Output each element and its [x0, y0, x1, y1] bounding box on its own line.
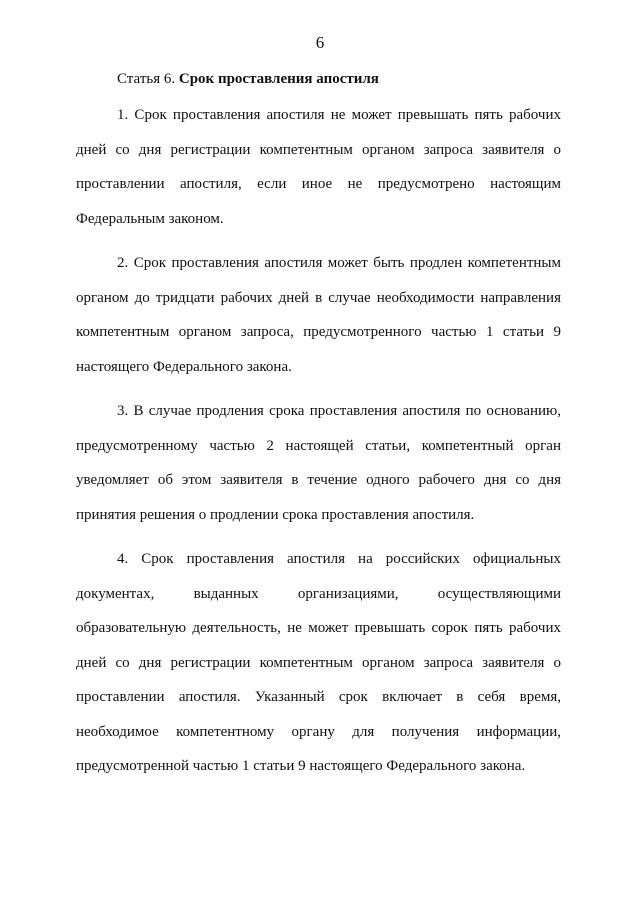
article-body: [76, 98, 561, 794]
text-line: Федеральным законом.: [76, 210, 224, 227]
text-line: принятия решения о продлении срока проставления апостиля.: [76, 506, 475, 523]
paragraph-4: [76, 542, 561, 784]
text-line: дней со дня регистрации компетентным органом запроса заявителя о: [76, 654, 561, 671]
text-line: образовательную деятельность, не может превышать сорок пять рабочих: [76, 620, 561, 636]
text-line: уведомляет об этом заявителя в течение одного рабочего дня со дня: [76, 472, 561, 488]
text-line: 3. В случае продления срока проставления апостиля по основанию,: [117, 403, 561, 419]
text-line: компетентным органом запроса, предусмотренного частью 1 статьи 9: [76, 324, 561, 340]
article-label: Статья 6.: [117, 71, 176, 87]
page-number: 6: [315, 33, 325, 52]
paragraph-3: [76, 394, 561, 532]
article-title: Срок проставления апостиля: [178, 71, 379, 87]
text-line: 2. Срок проставления апостиля может быть продлен компетентным: [117, 255, 561, 271]
text-line: проставлении апостиля, если иное не предусмотрено настоящим: [76, 176, 561, 192]
text-line: необходимое компетентному органу для получения информации,: [76, 723, 561, 740]
text-line: 1. Срок проставления апостиля не может превышать пять рабочих: [117, 107, 561, 123]
text-line: предусмотренному частью 2 настоящей статьи, компетентный орган: [76, 437, 561, 454]
text-line: дней со дня регистрации компетентным органом запроса заявителя о: [76, 141, 561, 158]
paragraph-2: [76, 246, 561, 384]
text-line: проставлении апостиля. Указанный срок включает в себя время,: [76, 689, 561, 705]
text-line: органом до тридцати рабочих дней в случае необходимости направления: [76, 289, 561, 306]
article-heading: [117, 69, 379, 89]
text-line: 4. Срок проставления апостиля на российских официальных: [117, 551, 561, 567]
paragraph-1: [76, 98, 561, 236]
text-line: предусмотренной частью 1 статьи 9 настоящего Федерального закона.: [76, 758, 526, 774]
text-line: настоящего Федерального закона.: [76, 358, 292, 375]
text-line: документах, выданных организациями, осуществляющими: [76, 585, 561, 602]
